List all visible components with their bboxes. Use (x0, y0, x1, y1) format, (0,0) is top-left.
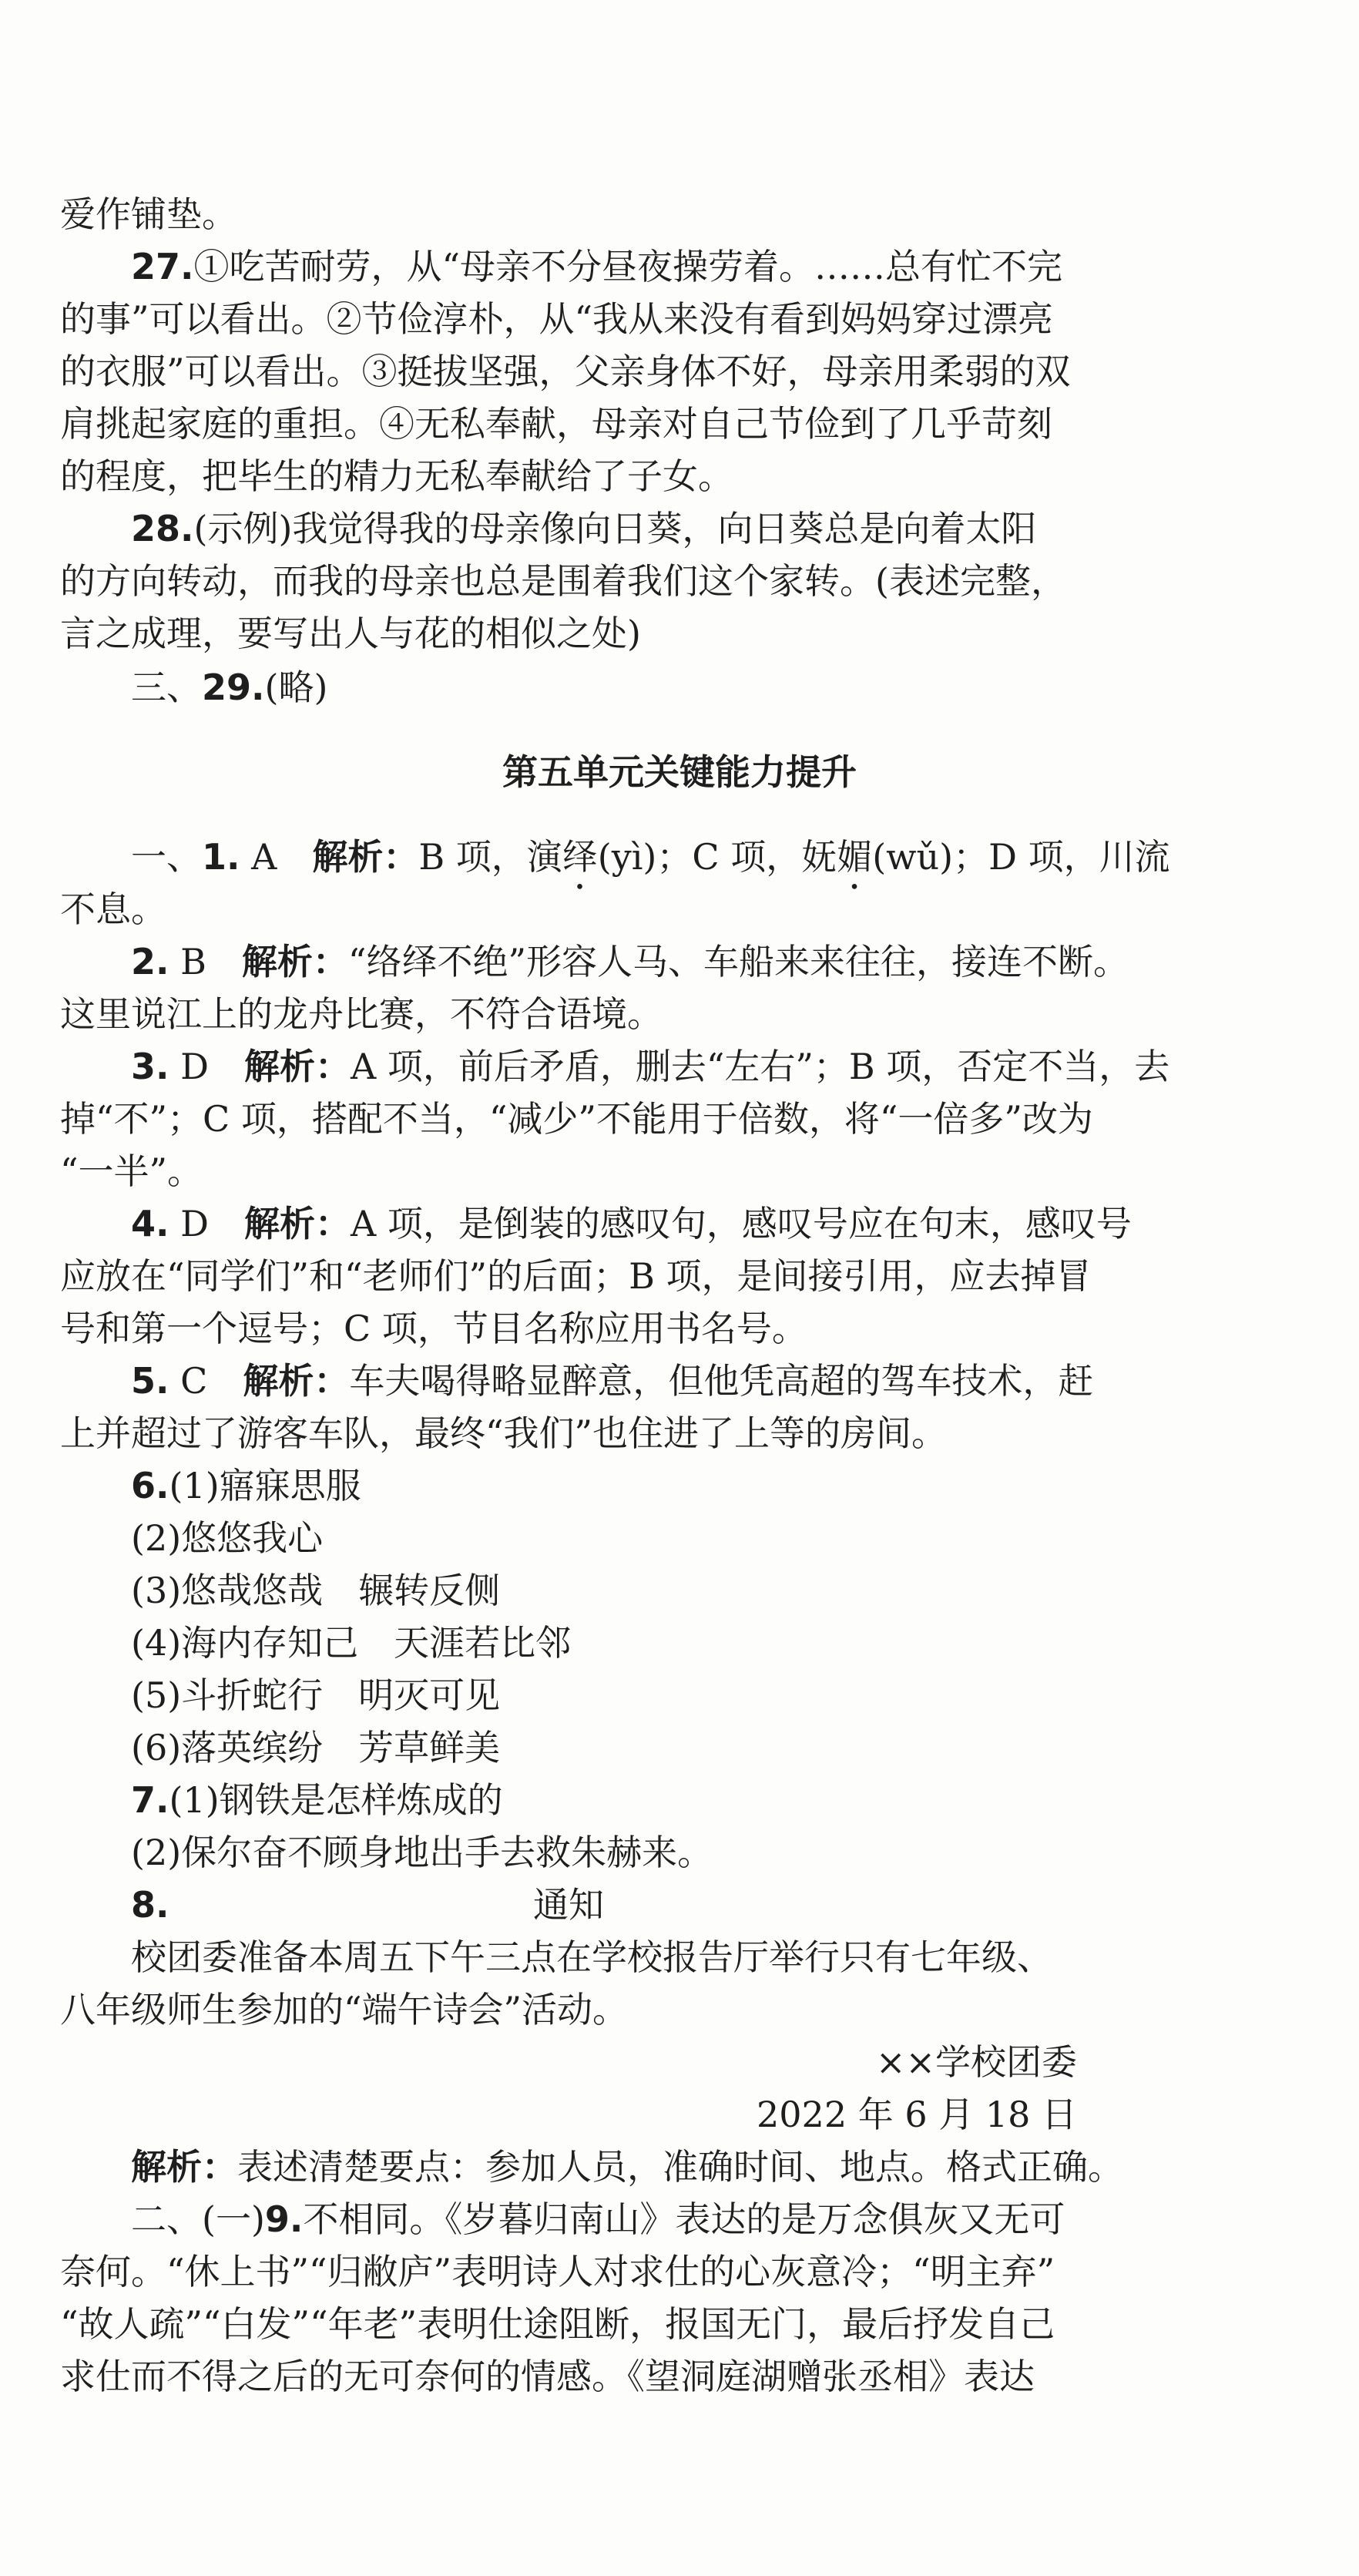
text: A 项，是倒装的感叹句，感叹号应在句末，感叹号 (351, 1203, 1132, 1244)
text: “络绎不绝”形容人马、车船来来往往，接连不断。 (347, 941, 1129, 982)
analysis-label: 解析： (241, 941, 348, 982)
text: 奈何。“休上书”“归敝庐”表明诗人对求仕的心灰意冷；“明主弃” (60, 2251, 1055, 2292)
text-line (60, 886, 1077, 932)
text-line (131, 1567, 1148, 1614)
question-number: 29. (202, 667, 265, 708)
answer-choice: B (180, 941, 206, 982)
text-line (60, 610, 1077, 657)
text: (示例)我觉得我的母亲像向日葵，向日葵总是向着太阳 (193, 508, 1037, 549)
text: “故人疏”“白发”“年老”表明仕途阻断，报国无门，最后抒发自己 (60, 2303, 1055, 2345)
question-number: 28. (131, 508, 194, 549)
text-line (60, 2301, 1077, 2347)
question-number: 9. (264, 2198, 304, 2240)
analysis-label: 解析： (243, 1360, 350, 1402)
text: (4)海内存知己 天涯若比邻 (131, 1622, 572, 1664)
text: (6)落英缤纷 芳草鲜美 (131, 1727, 501, 1768)
answer-8-analysis (131, 2144, 1148, 2190)
notice-date: 2022 年 6 月 18 日 (757, 2094, 1077, 2135)
answer-4 (131, 1201, 1148, 1247)
notice-signature: ××学校团委 (875, 2041, 1077, 2083)
text: (5)斗折蛇行 明灭可见 (131, 1674, 501, 1716)
text: 爱作铺垫。 (60, 193, 237, 235)
text: 的方向转动，而我的母亲也总是围着我们这个家转。(表述完整， (60, 560, 1066, 602)
answer-9 (131, 2196, 1148, 2242)
text: (wǔ)；D 项，川流 (872, 836, 1170, 878)
text-line (60, 348, 1077, 395)
text-line (60, 1987, 1077, 2033)
text-line (60, 2353, 1077, 2400)
text-line (131, 1672, 1148, 1718)
section-prefix: 三、 (131, 667, 202, 708)
question-number: 1. (202, 836, 240, 878)
text-line (131, 1934, 1148, 1980)
text: 号和第一个逗号；C 项，节目名称应用书名号。 (60, 1308, 807, 1349)
text: 应放在“同学们”和“老师们”的后面；B 项，是间接引用，应去掉冒 (60, 1255, 1092, 1297)
emphasized-char: 媚 (837, 836, 873, 878)
text: 肩挑起家庭的重担。④无私奉献，母亲对自己节俭到了几乎苛刻 (60, 403, 1052, 445)
text: 表述清楚要点：参加人员，准确时间、地点。格式正确。 (237, 2146, 1123, 2188)
text: 通知 (533, 1884, 604, 1926)
question-number: 6. (131, 1465, 169, 1506)
text-line (60, 401, 1077, 447)
question-number: 27. (131, 246, 194, 287)
text-line (60, 991, 1077, 1037)
answer-6 (131, 1463, 1148, 1509)
answer-3 (131, 1043, 1170, 1090)
text: (2)保尔奋不顾身地出手去救朱赫来。 (131, 1832, 713, 1873)
text-line (60, 1096, 1093, 1142)
answer-choice: C (180, 1360, 208, 1402)
text: (yì)；C 项，妩 (597, 836, 837, 878)
text: 校团委准备本周五下午三点在学校报告厅举行只有七年级、 (131, 1936, 1052, 1978)
text: 不息。 (60, 888, 166, 930)
text: ①吃苦耐劳，从“母亲不分昼夜操劳着。……总有忙不完 (193, 246, 1063, 287)
answer-28 (131, 505, 1148, 552)
text: B 项，演 (418, 836, 562, 878)
text: 言之成理，要写出人与花的相似之处) (60, 613, 641, 654)
text: 八年级师生参加的“端午诗会”活动。 (60, 1989, 629, 2030)
text: 的事”可以看出。②节俭淳朴，从“我从来没有看到妈妈穿过漂亮 (60, 298, 1054, 340)
text-line (60, 296, 1077, 342)
answer-27 (131, 243, 1148, 290)
text-line (131, 1515, 1148, 1561)
text-line (60, 558, 1077, 604)
text: 的程度，把毕生的精力无私奉献给了子女。 (60, 455, 733, 497)
text: (3)悠哉悠哉 辗转反侧 (131, 1570, 501, 1611)
question-number: 7. (131, 1779, 169, 1821)
text-line (60, 1253, 1092, 1299)
notice-title (533, 1882, 687, 1928)
answer-choice: A (251, 836, 277, 878)
text: “一半”。 (60, 1150, 203, 1192)
text: (1)钢铁是怎样炼成的 (169, 1779, 503, 1821)
text: 求仕而不得之后的无可奈何的情感。《望洞庭湖赠张丞相》表达 (60, 2356, 1035, 2397)
question-number: 3. (131, 1046, 169, 1087)
section-prefix: 一、 (131, 836, 202, 878)
text-line (60, 2249, 1077, 2295)
text: 不相同。《岁暮归南山》表达的是万念俱灰又无可 (303, 2198, 1065, 2240)
text: 这里说江上的龙舟比赛，不符合语境。 (60, 993, 663, 1035)
answer-2 (131, 939, 1148, 985)
text-line (60, 1410, 1077, 1456)
answer-choice: D (180, 1046, 209, 1087)
section-heading: 第五单元关键能力提升 (502, 751, 857, 793)
question-number: 8. (131, 1884, 169, 1926)
text: 上并超过了游客车队，最终“我们”也住进了上等的房间。 (60, 1412, 948, 1454)
answer-choice: D (180, 1203, 209, 1244)
analysis-label: 解析： (244, 1046, 351, 1087)
text: (1)寤寐思服 (169, 1465, 361, 1506)
question-number: 5. (131, 1360, 169, 1402)
question-number: 2. (131, 941, 169, 982)
text-line (60, 191, 1077, 237)
question-number: 4. (131, 1203, 169, 1244)
answer-29 (131, 664, 1148, 710)
answer-5 (131, 1358, 1148, 1404)
analysis-label: 解析： (131, 2146, 237, 2188)
text-line (131, 1725, 1148, 1771)
text-line (131, 1620, 1148, 1666)
text-line (131, 1829, 1148, 1876)
text: (略) (264, 667, 328, 708)
text-line (60, 453, 1077, 499)
text: A 项，前后矛盾，删去“左右”；B 项，否定不当，去 (351, 1046, 1170, 1087)
emphasized-char: 绎 (562, 836, 598, 878)
text-line (60, 1305, 1077, 1352)
text: 掉“不”；C 项，搭配不当，“减少”不能用于倍数，将“一倍多”改为 (60, 1098, 1093, 1140)
text: 的衣服”可以看出。③挺拔坚强，父亲身体不好，母亲用柔弱的双 (60, 351, 1071, 392)
analysis-label: 解析： (244, 1203, 351, 1244)
answer-7 (131, 1777, 1148, 1823)
analysis-label: 解析： (312, 836, 419, 878)
text-line (60, 1148, 1077, 1194)
section-prefix: 二、(一) (131, 2198, 265, 2240)
text: (2)悠悠我心 (131, 1517, 324, 1559)
text: 车夫喝得略显醉意，但他凭高超的驾车技术，赶 (349, 1360, 1094, 1402)
